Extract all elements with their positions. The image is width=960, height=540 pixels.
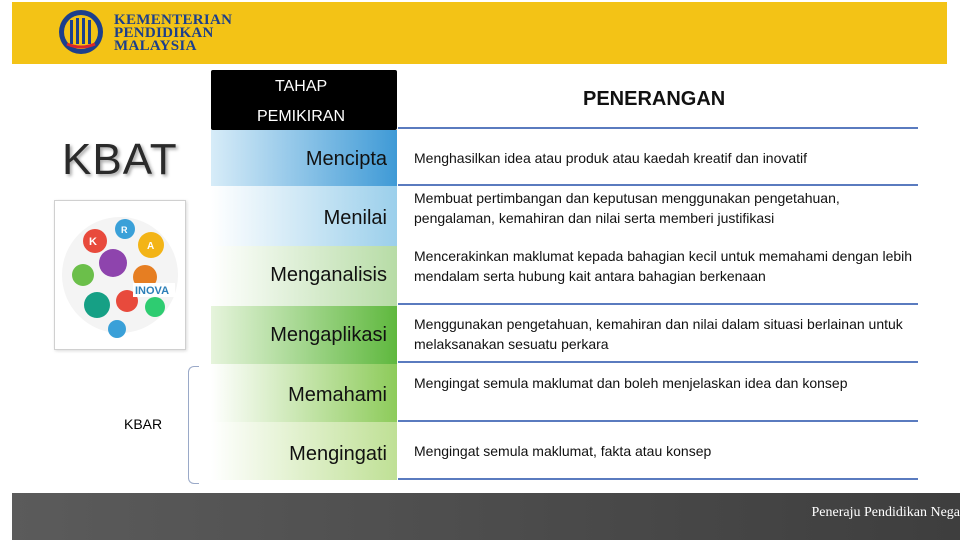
tahap-header-line2: PEMIKIRAN [257,108,346,125]
inova-word: INOVA [135,285,170,297]
desc-menilai: Membuat pertimbangan dan keputusan menggunakan pengetahuan, pengalaman, kemahiran dan nilai serta memberi justifikasi [414,190,840,226]
tahap-header-line1: TAHAP [275,78,328,95]
kbat-collage-icon [55,201,185,349]
penerangan-header: PENERANGAN [583,88,726,110]
ministry-name-line1: KEMENTERIAN [114,12,233,28]
row-divider [398,303,918,305]
svg-text:A: A [147,241,155,252]
ministry-name [114,14,232,53]
row-divider [398,478,918,480]
kbar-label: KBAR [124,416,163,432]
level-menganalisis-label: Menganalisis [270,264,387,286]
row-divider [398,184,918,186]
level-mengaplikasi-label: Mengaplikasi [270,324,387,346]
footer-slogan: Peneraju Pendidikan Nega [811,505,960,520]
ministry-name-line3: MALAYSIA [114,38,197,54]
kbat-collage-image [54,200,186,350]
desc-mengingati: Mengingat semula maklumat, fakta atau konsep [414,443,712,459]
level-memahami-label: Memahami [288,384,387,406]
desc-mengaplikasi: Menggunakan pengetahuan, kemahiran dan nilai dalam situasi berlainan untuk melaksanakan sesuatu perkara [414,316,903,352]
kbat-title: KBAT [62,135,178,184]
level-mencipta-label: Mencipta [305,148,387,170]
header-divider [398,127,918,129]
ministry-logo-icon [55,8,111,56]
tahap-pemikiran-header [211,70,397,130]
ministry-name-line2: PENDIDIKAN [114,25,214,41]
desc-memahami: Mengingat semula maklumat dan boleh menjelaskan idea dan konsep [414,375,848,391]
desc-menganalisis: Mencerakinkan maklumat kepada bahagian kecil untuk memahami dengan lebih mendalam serta hubung kait antara bahagian berkenaan [414,248,913,284]
svg-text:K: K [89,236,97,248]
svg-text:R: R [121,225,128,235]
row-divider [398,420,918,422]
desc-mencipta: Menghasilkan idea atau produk atau kaedah kreatif dan inovatif [414,150,808,166]
row-divider [398,361,918,363]
level-mengingati-label: Mengingati [289,443,387,465]
kbar-bracket [188,366,199,484]
level-menilai-label: Menilai [323,207,387,229]
